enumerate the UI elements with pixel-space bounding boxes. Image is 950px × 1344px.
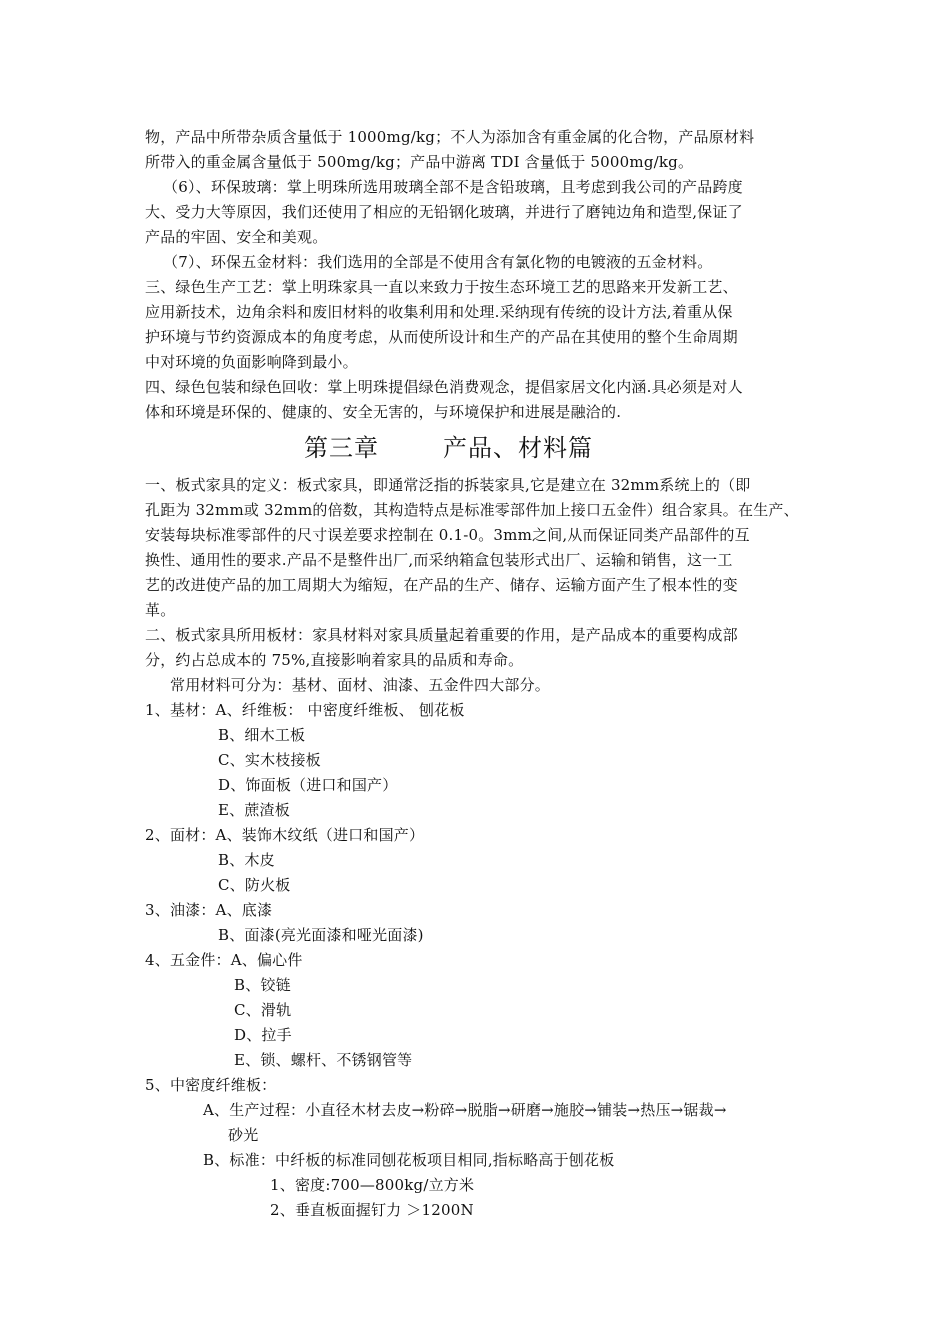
body-line-8: 分，约占总成本的 75%,直接影响着家具的品质和寿命。 xyxy=(145,651,524,669)
list-item-hardware-d: D、拉手 xyxy=(234,1026,292,1044)
chapter-name: 产品、材料篇 xyxy=(443,434,593,462)
list-item-surface-c: C、防火板 xyxy=(218,876,291,894)
body-line-2: 孔距为 32mm或 32mm的倍数，其构造特点是标准零部件加上接口五金件）组合家具。在生产、 xyxy=(145,501,799,519)
body-line-5: 艺的改进使产品的加工周期大为缩短，在产品的生产、储存、运输方面产生了根本性的变 xyxy=(145,576,738,594)
intro-line-9: 护环境与节约资源成本的角度考虑，从而使所设计和生产的产品在其使用的整个生命周期 xyxy=(145,328,738,346)
mdf-standard-screw-holding: 2、垂直板面握钉力 ＞1200N xyxy=(270,1201,474,1219)
list-item-hardware-c: C、滑轨 xyxy=(234,1001,292,1019)
intro-line-4: 大、受力大等原因，我们还使用了相应的无铅钢化玻璃，并进行了磨钝边角和造型,保证了 xyxy=(145,203,743,221)
mdf-standard-density: 1、密度:700—800kg/立方米 xyxy=(270,1176,475,1194)
list-item-hardware-b: B、铰链 xyxy=(234,976,291,994)
intro-line-10: 中对环境的负面影响降到最小。 xyxy=(145,353,358,371)
mdf-standard: B、标准：中纤板的标准同刨花板项目相同,指标略高于刨花板 xyxy=(203,1151,615,1169)
list-item-base-c: C、实木枝接板 xyxy=(218,751,321,769)
intro-line-3: （6）、环保玻璃：掌上明珠所选用玻璃全部不是含铅玻璃，且考虑到我公司的产品跨度 xyxy=(163,178,743,196)
intro-line-5: 产品的牢固、安全和美观。 xyxy=(145,228,328,246)
list-item-surface-b: B、木皮 xyxy=(218,851,275,869)
body-line-7: 二、板式家具所用板材：家具材料对家具质量起着重要的作用，是产品成本的重要构成部 xyxy=(145,626,738,644)
chapter-number: 第三章 xyxy=(304,434,379,462)
intro-line-11: 四、绿色包装和绿色回收：掌上明珠提倡绿色消费观念，提倡家居文化内涵.具必须是对人 xyxy=(145,378,743,396)
list-item-hardware-e: E、锁、螺杆、不锈钢管等 xyxy=(234,1051,413,1069)
intro-line-6: （7）、环保五金材料：我们选用的全部是不使用含有氯化物的电镀液的五金材料。 xyxy=(163,253,713,271)
list-item-hardware: 4、五金件：A、偏心件 xyxy=(145,951,303,969)
mdf-production-process: A、生产过程：小直径木材去皮→粉碎→脱脂→研磨→施胶→铺装→热压→锯裁→ xyxy=(203,1101,727,1119)
intro-line-7: 三、绿色生产工艺：掌上明珠家具一直以来致力于按生态环境工艺的思路来开发新工艺、 xyxy=(145,278,738,296)
list-item-mdf: 5、中密度纤维板： xyxy=(145,1076,277,1094)
body-line-6: 革。 xyxy=(145,601,176,619)
intro-line-8: 应用新技术，边角余料和废旧材料的收集利用和处理.采纳现有传统的设计方法,着重从保 xyxy=(145,303,733,321)
intro-line-2: 所带入的重金属含量低于 500mg/kg；产品中游离 TDI 含量低于 5000mg/kg。 xyxy=(145,153,694,171)
list-item-paint: 3、油漆：A、底漆 xyxy=(145,901,273,919)
body-line-4: 换性、通用性的要求.产品不是整件出厂,而采纳箱盒包装形式出厂、运输和销售，这一工 xyxy=(145,551,733,569)
body-line-3: 安装每块标准零部件的尺寸误差要求控制在 0.1-0。3mm之间,从而保证同类产品部件的互 xyxy=(145,526,750,544)
list-item-paint-b: B、面漆(亮光面漆和哑光面漆) xyxy=(218,926,424,944)
list-item-base-materials: 1、基材：A、纤维板： 中密度纤维板、 刨花板 xyxy=(145,701,465,719)
body-line-9: 常用材料可分为：基材、面材、油漆、五金件四大部分。 xyxy=(170,676,551,694)
intro-line-1: 物，产品中所带杂质含量低于 1000mg/kg；不人为添加含有重金属的化合物，产品原材料 xyxy=(145,128,755,146)
intro-line-12: 体和环境是环保的、健康的、安全无害的，与环境保护和进展是融洽的. xyxy=(145,403,622,421)
body-line-1: 一、板式家具的定义：板式家具，即通常泛指的拆装家具,它是建立在 32mm系统上的（即 xyxy=(145,476,751,494)
chapter-heading xyxy=(304,432,593,464)
list-item-base-e: E、蔗渣板 xyxy=(218,801,290,819)
mdf-production-process-cont: 砂光 xyxy=(228,1126,259,1144)
list-item-surface-materials: 2、面材：A、装饰木纹纸（进口和国产） xyxy=(145,826,425,844)
list-item-base-d: D、饰面板（进口和国产） xyxy=(218,776,398,794)
list-item-base-b: B、细木工板 xyxy=(218,726,306,744)
